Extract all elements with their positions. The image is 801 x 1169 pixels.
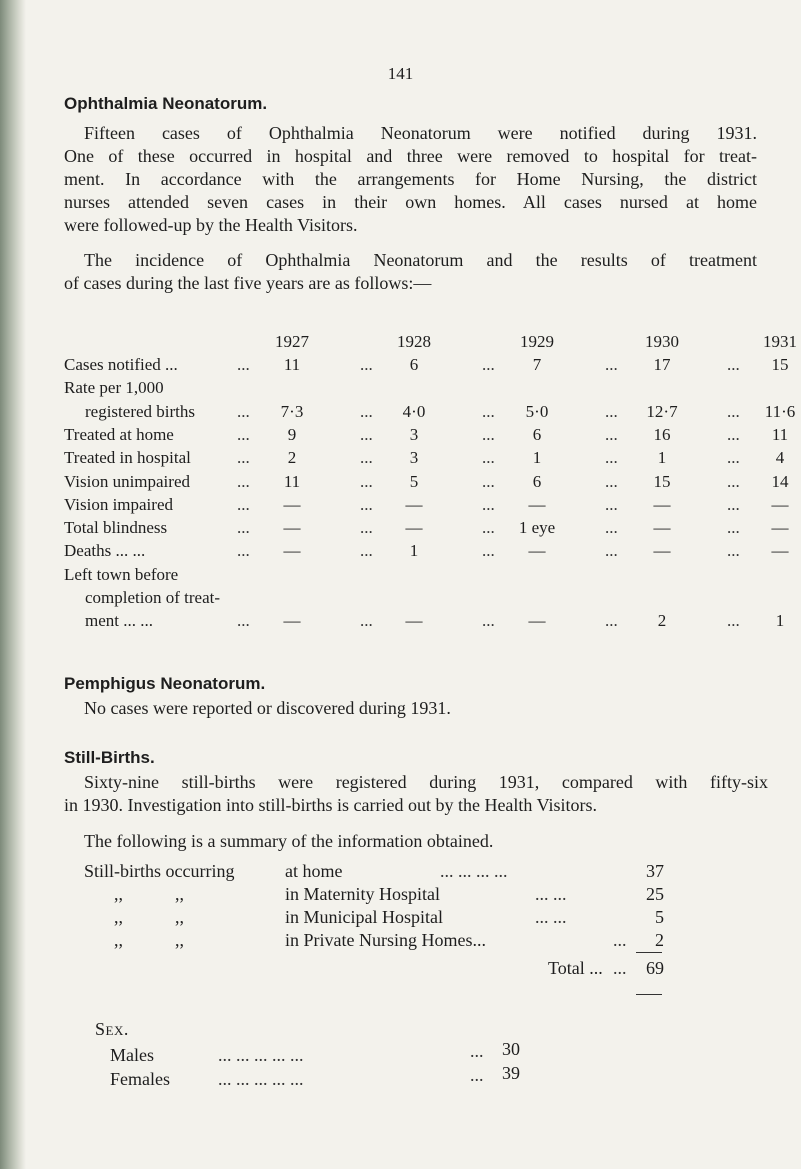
table-cell: — — [283, 494, 301, 514]
dot-leader: ... — [237, 541, 250, 561]
table-cell: 1 eye — [518, 518, 556, 538]
dot-leader: ... — [360, 541, 373, 561]
table-cell: — — [653, 541, 671, 561]
text-line: of cases during the last five years are as follows:— — [64, 273, 432, 293]
dot-leader: ... — [727, 471, 740, 491]
table-cell: — — [771, 494, 789, 514]
text-line: One of these occurred in hospital and three were removed to hospital for treat- — [64, 146, 757, 166]
dot-leader: ... — [482, 494, 495, 514]
dot-leader: ... — [237, 494, 250, 514]
summary-row-value: 2 — [655, 930, 664, 950]
table-cell: 4 — [775, 448, 785, 468]
dot-leader: ... — [605, 611, 618, 631]
dot-leader: ... — [613, 930, 627, 950]
column-header-1929: 1929 — [520, 332, 554, 351]
dot-leader: ... ... ... ... ... — [218, 1069, 304, 1089]
table-cell: — — [653, 518, 671, 538]
table-cell: 14 — [771, 471, 789, 491]
table-cell: 6 — [532, 471, 542, 491]
dot-leader: ... ... ... ... ... — [218, 1045, 304, 1065]
table-cell: — — [405, 611, 423, 631]
column-header-1927: 1927 — [275, 332, 309, 351]
dot-leader: ... — [482, 518, 495, 538]
table-cell: 11 — [283, 355, 301, 374]
dot-leader: ... — [237, 471, 250, 491]
table-cell: — — [771, 518, 789, 538]
table-cell: 11 — [771, 424, 789, 444]
table-cell: 2 — [657, 611, 667, 631]
total-rule-bottom — [636, 994, 662, 995]
dot-leader: ... — [727, 401, 740, 421]
dot-leader: ... — [360, 355, 373, 374]
total-label: Total ... — [548, 958, 603, 978]
ditto-mark: ,, — [114, 907, 123, 927]
sex-heading: Sex. — [95, 1019, 129, 1039]
row-label: registered births — [85, 401, 195, 421]
ophthalmia-paragraph-1 — [64, 122, 757, 237]
row-label: Rate per 1,000 — [64, 378, 164, 398]
row-label: Vision unimpaired — [64, 471, 190, 491]
table-cell: 17 — [653, 355, 671, 374]
table-cell: — — [528, 494, 546, 514]
dot-leader: ... — [727, 448, 740, 468]
table-cell: 9 — [287, 424, 297, 444]
total-dots: ... — [613, 958, 627, 978]
dot-leader: ... — [237, 355, 250, 374]
dot-leader: ... ... — [535, 907, 567, 927]
dot-leader: ... — [605, 355, 618, 374]
table-cell: — — [653, 494, 671, 514]
dot-leader: ... — [360, 448, 373, 468]
dot-leader: ... — [360, 518, 373, 538]
table-cell: — — [283, 518, 301, 538]
table-cell: 12·7 — [646, 401, 678, 421]
text-line: in 1930. Investigation into still-births is carried out by the Health Visitors. — [64, 795, 598, 815]
dot-leader: ... — [237, 401, 250, 421]
table-cell: 3 — [409, 448, 419, 468]
summary-row-value: 25 — [646, 884, 664, 904]
text-line: Fifteen cases of Ophthalmia Neonatorum were notified during 1931. — [84, 123, 757, 143]
table-cell: 2 — [287, 448, 297, 468]
summary-row-label: in Maternity Hospital — [285, 884, 440, 904]
table-cell: — — [771, 541, 789, 561]
text-line: Sixty-nine still-births were registered during 1931, compared with fifty-six — [84, 772, 768, 792]
dot-leader: ... — [360, 611, 373, 631]
row-label: Cases notified ... — [64, 355, 178, 374]
dot-leader: ... — [237, 518, 250, 538]
dot-leader: ... — [727, 611, 740, 631]
sex-row-label: Females — [110, 1069, 170, 1089]
table-cell: 5 — [409, 471, 419, 491]
row-label: Treated in hospital — [64, 448, 191, 468]
dot-leader: ... — [482, 424, 495, 444]
text-line: were followed-up by the Health Visitors. — [64, 215, 358, 235]
total-value: 69 — [646, 958, 664, 978]
table-cell: — — [528, 541, 546, 561]
table-cell: 3 — [409, 424, 419, 444]
table-cell: — — [405, 494, 423, 514]
stillbirths-paragraph-1 — [64, 771, 768, 817]
summary-row-value: 37 — [646, 861, 664, 881]
summary-row-label: at home — [285, 861, 343, 881]
pemphigus-text: No cases were reported or discovered during 1931. — [84, 698, 451, 718]
table-cell: 4·0 — [402, 401, 426, 421]
summary-row-value: 5 — [655, 907, 664, 927]
table-cell: 1 — [657, 448, 667, 468]
table-cell: 11 — [283, 471, 301, 491]
dot-leader: ... — [727, 541, 740, 561]
table-cell: — — [283, 541, 301, 561]
ophthalmia-paragraph-2 — [64, 249, 757, 295]
column-header-1928: 1928 — [397, 332, 431, 351]
dot-leader: ... — [482, 448, 495, 468]
row-label: ment ... ... — [85, 611, 153, 631]
dot-leader: ... — [605, 541, 618, 561]
dot-leader: ... ... ... ... — [440, 861, 508, 881]
table-cell: 1 — [775, 611, 785, 631]
dot-leader: ... — [482, 611, 495, 631]
sex-row-value: 30 — [502, 1039, 520, 1059]
dot-leader: ... — [727, 355, 740, 374]
ditto-mark: ,, — [175, 930, 184, 950]
dot-leader: ... — [727, 518, 740, 538]
table-cell: — — [405, 518, 423, 538]
row-label: Vision impaired — [64, 494, 173, 514]
table-cell: 15 — [771, 355, 789, 374]
row-label: completion of treat- — [85, 588, 221, 607]
dot-leader: ... — [360, 471, 373, 491]
row-label: Deaths ... ... — [64, 541, 146, 561]
dot-leader: ... — [605, 471, 618, 491]
text-line: nurses attended seven cases in their own homes. All cases nursed at home — [64, 192, 757, 212]
dot-leader: ... — [605, 518, 618, 538]
table-cell: — — [283, 611, 301, 631]
dot-leader: ... — [470, 1041, 484, 1061]
ophthalmia-heading: Ophthalmia Neonatorum. — [64, 94, 268, 113]
ditto-mark: ,, — [175, 884, 184, 904]
dot-leader: ... — [605, 494, 618, 514]
table-cell: — — [528, 611, 546, 631]
summary-prefix: Still-births occurring — [84, 861, 235, 881]
page-edge-shadow — [0, 0, 26, 1169]
row-label: Total blindness — [64, 518, 168, 538]
dot-leader: ... ... — [535, 884, 567, 904]
column-header-1930: 1930 — [645, 332, 679, 351]
table-cell: 16 — [653, 424, 671, 444]
dot-leader: ... — [727, 494, 740, 514]
dot-leader: ... — [482, 401, 495, 421]
table-cell: 1 — [409, 541, 419, 561]
dot-leader: ... — [482, 541, 495, 561]
dot-leader: ... — [482, 471, 495, 491]
text-line: ment. In accordance with the arrangements for Home Nursing, the district — [64, 169, 757, 189]
ditto-mark: ,, — [114, 884, 123, 904]
dot-leader: ... — [237, 424, 250, 444]
pemphigus-heading: Pemphigus Neonatorum. — [64, 674, 266, 693]
dot-leader: ... — [605, 424, 618, 444]
row-label: Left town before — [64, 564, 179, 584]
table-cell: 6 — [532, 424, 542, 444]
sex-row-value: 39 — [502, 1063, 520, 1083]
table-cell: 5·0 — [525, 401, 549, 421]
dot-leader: ... — [482, 355, 495, 374]
table-cell: 15 — [653, 471, 671, 491]
ditto-mark: ,, — [114, 930, 123, 950]
dot-leader: ... — [727, 424, 740, 444]
stillbirths-heading: Still-Births. — [64, 748, 155, 767]
dot-leader: ... — [237, 448, 250, 468]
dot-leader: ... — [605, 401, 618, 421]
table-cell: 11·6 — [764, 401, 796, 421]
column-header-1931: 1931 — [763, 332, 797, 351]
page-number: 141 — [387, 64, 414, 83]
stillbirths-paragraph-2: The following is a summary of the information obtained. — [84, 831, 494, 851]
row-label: Treated at home — [64, 424, 174, 444]
table-cell: 7 — [532, 355, 542, 374]
table-cell: 1 — [532, 448, 542, 468]
dot-leader: ... — [360, 424, 373, 444]
sex-row-label: Males — [110, 1045, 154, 1065]
text-line: The incidence of Ophthalmia Neonatorum and the results of treatment — [84, 250, 757, 270]
dot-leader: ... — [237, 611, 250, 631]
table-cell: 6 — [409, 355, 419, 374]
dot-leader: ... — [360, 494, 373, 514]
total-rule-top — [636, 952, 662, 953]
dot-leader: ... — [605, 448, 618, 468]
dot-leader: ... — [470, 1065, 484, 1085]
table-cell: 7·3 — [280, 401, 304, 421]
summary-row-label: in Private Nursing Homes... — [285, 930, 486, 950]
summary-row-label: in Municipal Hospital — [285, 907, 443, 927]
dot-leader: ... — [360, 401, 373, 421]
ditto-mark: ,, — [175, 907, 184, 927]
